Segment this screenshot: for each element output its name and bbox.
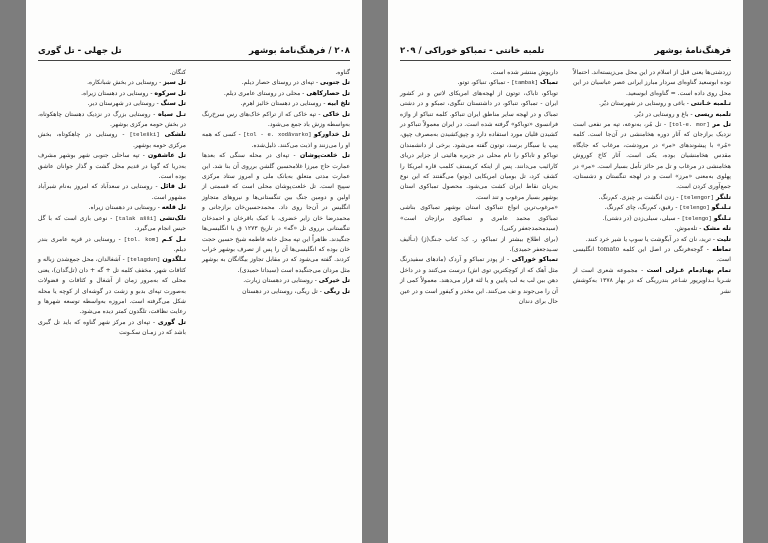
dictionary-entry — [38, 89, 186, 99]
dictionary-entry — [400, 68, 558, 78]
entry-headword: تل قلعه — [161, 204, 186, 212]
entry-headword: تلشکی — [164, 131, 187, 139]
right-page-right-column — [573, 68, 731, 297]
dictionary-entry — [38, 151, 186, 182]
entry-transliteration: [telengor] — [680, 193, 714, 201]
entry-definition: «مرغوب‌ترین انواع تنباکوی استان بوشهر تمباکوی بناشی تمباکوی محمد عامری و تمباکوی برازجان است» (سیدمحمدجعفر رکنی). — [400, 204, 558, 233]
entry-headword: تل جنوبی — [320, 79, 350, 87]
dictionary-entry — [202, 89, 350, 99]
dictionary-entry — [202, 110, 350, 131]
entry-definition: زردشتی‌ها یعنی قبل از اسلام در این محل می‌زیسته‌اند. احتمالاً توده ابوسعید گناوه‌ای سردار مبارز ایرانی عصر عباسیان در این محل روی داده است. = گناوه‌ای ابوسعید. — [573, 69, 731, 97]
entry-transliteration: [tol - e. xodâvarko] — [243, 131, 312, 139]
left-page-left-column — [38, 68, 186, 339]
entry-headword: تـل سیاه — [158, 110, 186, 118]
entry-definition: - روستایی در دهستان خائیز اهرم. — [240, 100, 328, 108]
dictionary-entry — [573, 235, 731, 245]
entry-definition: - روستایی در دهستان زیراه. — [81, 89, 155, 97]
entry-transliteration: [tol-e. mor] — [668, 121, 710, 129]
dictionary-entry — [573, 245, 731, 266]
entry-definition: - روستایی در بخش شبانکاره. — [87, 79, 164, 87]
dictionary-entry — [400, 78, 558, 88]
left-page-number-title: ۲۰۸ / فرهنگ‌نامهٔ بوشهر — [248, 46, 350, 56]
entry-definition: - زدن انگشت بر چیزی. کم‌رنگ. — [598, 193, 681, 201]
entry-headword: تماطه — [712, 245, 731, 253]
entry-definition: - تمباکو، تنباکو، توتو. — [457, 79, 512, 87]
dictionary-entry — [38, 78, 186, 88]
entry-definition: - نوعی بازی است که با گل حیس انجام می‌گیرد. — [38, 214, 186, 233]
dictionary-entry — [38, 255, 186, 317]
entry-definition: - تپه خاکی که از تراکم خاک‌های رس سرخ‌رنگ به‌واسطه وزش باد جمع می‌شود. — [202, 110, 350, 129]
dictionary-entry — [38, 235, 186, 256]
dictionary-entry — [400, 89, 558, 203]
dictionary-entry — [573, 120, 731, 193]
dictionary-entry — [573, 99, 731, 109]
entry-definition: - تل مُر، به‌نوعه، تپه مر نفعی است نزدیک برازجان که آثار دوره هخامنشی در آن‌جا است. کلمه «مُر» با پیشوندهای «مر» در مرودشت، مرغاب که جایگاه مقدس هخامنشیان بوده، یکی است. آثار کاخ کوروش هخامنشی در مرغاب و تل مر حائز تأمل بسیار است. «مر» در پهلوی به‌معنی «مرز» است و در لهجه تنگستان و دشستان، جمع‌آوری کردن است. — [573, 121, 731, 191]
entry-definition: - روستایی در سعدآباد که امروز به‌نام شبرآباد مشهور است. — [38, 183, 186, 201]
entry-headword: تلک‌تشی — [159, 214, 186, 222]
entry-definition: - تپه ساحلی جنوبی شهر بوشهر مشرف به‌دریا که گویا در قدیم محل گشت و گذار جوانان عاشق بوده است. — [38, 152, 186, 181]
dictionary-entry — [38, 203, 186, 213]
entry-definition: - محلی در روستای عامری دیلم. — [223, 89, 307, 97]
dictionary-entry — [573, 203, 731, 213]
dictionary-entry — [400, 203, 558, 234]
entry-headword: تل مر — [712, 121, 731, 129]
entry-headword: تـلگدون — [162, 256, 187, 264]
entry-headword: تل خلعت‌پوشان — [299, 152, 351, 160]
dictionary-entry — [573, 214, 731, 224]
left-page-header — [38, 44, 350, 61]
entry-definition: گناوه. — [335, 69, 350, 76]
entry-headword: تلیت — [716, 235, 731, 243]
dictionary-entry — [400, 235, 558, 256]
entry-definition: (برای اطلاع بیشتر از تمباکو، ر. ک: کتاب جـنگ‌(ژ) (تـألیف سـیدجعفر حمیدی). — [400, 235, 558, 253]
right-page — [388, 0, 743, 543]
entry-headword: تل خداورکو — [313, 131, 350, 139]
entry-headword: تله مشک — [703, 225, 731, 233]
dictionary-entry — [202, 276, 350, 286]
entry-transliteration: [telengo] — [681, 214, 712, 222]
entry-definition: - باغ و روستایی در دیّر. — [633, 110, 695, 118]
dictionary-entry — [38, 182, 186, 203]
right-page-left-column — [400, 68, 558, 307]
dictionary-entry — [573, 68, 731, 99]
right-page-running-head: تلمبه خانتی - تمباکو خوراکی / ۲۰۹ — [400, 46, 545, 56]
entry-definition: - تپه‌ای در مرکز شهر گناوه که باید تل گبری باشد که در زمـان سکـونت — [38, 318, 186, 337]
dictionary-entry — [38, 318, 186, 339]
entry-headword: تل عاشقون — [147, 152, 186, 160]
entry-headword: تل گوری — [157, 318, 186, 326]
entry-headword: تل خیرکی — [318, 277, 350, 285]
left-page-running-head: تل جهلی - تل گوری — [38, 46, 122, 56]
entry-headword: تـلنگو — [713, 214, 731, 222]
entry-definition: - تپه‌ای در روستای حصار دیلم. — [241, 79, 321, 87]
entry-definition: - روستایی در شهرستان دیر. — [87, 100, 161, 108]
entry-definition: - ترید، نان که در آبگوشت یا سوپ یا شیر خرد کنند. — [585, 235, 717, 243]
dictionary-entry — [573, 266, 731, 297]
entry-headword: تل سبز — [163, 79, 186, 87]
entry-definition: - رقیق، کم‌رنگ، چای کم‌رنگ. — [604, 204, 680, 212]
entry-definition: توباکو، تاباک، توتون از لهجه‌های امریکای لاتین و در کشور ایران - تمباکو، تنباکو، در داشتستان تنگوی، تمبکو و در دشتی تمباک و در لهجه سایر مناطق ایران تنباکو. کلمه تنباکو از واژه فرانسوی «توباکو» گرفته شده است. در ایران معمولاً تنباکو در کشیدن قلیان مورد استفاده دارد و چپق‌کشیدن به‌مصرف چپق، پیپ یا سیگار برسد، توتون گفته می‌شود. برخی از دانشمندان توباکو و تاباکو را نام محلی در جزیره هائیتی از جزایر دریای کارائیب می‌دانند. پس از اینکه کریستف کلمب قاره امریکا را کشف کرد، تل بومیان امریکایی (بوتو) می‌گفتند که این نوع به‌زبان نقاط ایران کشت می‌شود. محصول تمباکوی استان بوشهر بسیار مرغوب و تند است. — [400, 89, 558, 201]
entry-definition: - تل ریگی، روستایی در دهستان — [242, 287, 324, 295]
entry-headword: تلمبه ریسی — [694, 110, 731, 118]
entry-transliteration: [talak ašši] — [115, 214, 157, 222]
entry-headword: تل سنگ — [160, 100, 186, 108]
dictionary-entry — [202, 130, 350, 151]
dictionary-entry — [202, 78, 350, 88]
entry-definition: - روستایی در چاهکوتاه، بخش مرکزی حومه بوشهر. — [38, 131, 186, 149]
dictionary-entry — [38, 110, 186, 131]
entry-transliteration: [tol. kom] — [123, 235, 159, 243]
dictionary-entry — [202, 287, 350, 297]
entry-headword: تل قائل — [160, 183, 186, 191]
left-page — [26, 0, 362, 543]
dictionary-entry — [573, 224, 731, 234]
entry-headword: تل ربگی — [323, 287, 350, 295]
entry-transliteration: [telagdun] — [126, 256, 161, 264]
entry-headword: تـلنـگو — [711, 204, 731, 212]
entry-definition: - مجموعه شعری است از شـریا بـداویرپور شـاعر بندرریگی که در بهار ۱۳۷۸ به‌کوشش نشر — [573, 266, 731, 295]
entry-definition: - روستایی در دهستان زیارت. — [243, 277, 319, 285]
dictionary-entry — [202, 99, 350, 109]
entry-definition: - روستایی در دهستان زیراه. — [88, 204, 162, 212]
entry-definition: - تله‌موش. — [674, 225, 704, 233]
right-page-header — [400, 44, 731, 61]
dictionary-entry — [400, 255, 558, 307]
dictionary-entry — [38, 68, 186, 78]
entry-transliteration: [tambak] — [511, 79, 539, 87]
entry-definition: - سیلی، سیلی‌زدن (در دشتی). — [602, 214, 682, 222]
entry-definition: - تپه‌ای در محله سنگی که بعدها عمارت حاج میرزا غلامحسین گلشن برروی آن بنا شد. این عمارت مدتی متعلق به‌بانک ملی و امروز ستاد مرکزی سپیج است. تل خلعت‌پوشان محلی است که قسمتی از اولین و دومین جنگ بین تنگستانی‌ها و نیروهای متجاوز انگلیس در آن‌جا روی داد. محمدحسین‌خان برازجانی و محمدرضا خان زایر خضری، با کمک باقرخان و احمدخان تنگستانی برروی تل «گه» در تاریخ ۱۲۷۳ ق با انگلیسی‌ها جنگیدند. ظاهراً این تپه محل خانه فاطمه شیخ حسین حجت خان بوده که انگلیسی‌ها آن را پس از تصرف بوشهر خراب کردند. گفته می‌شود که در مقابل تجاوز بیگانگان به بوشهر مثل مردان می‌جنگیده است (سیداتا حمیدی). — [202, 152, 350, 274]
entry-headword: تلنگر — [715, 193, 731, 201]
entry-headword: تل سرکوه — [154, 89, 186, 97]
entry-headword: تمباکو خوراکی — [511, 256, 558, 264]
dictionary-entry — [38, 130, 186, 151]
entry-headword: تـل کـم — [161, 235, 186, 243]
left-page-right-column — [202, 68, 350, 297]
dictionary-entry — [38, 214, 186, 235]
entry-definition: - از پودر تمباکو و آردک (مادهای سفیدرنگ مثل آهک که از کوچکترین توی اش) درست می‌کنند و در داخل دهن بین لب به لب پایین و یا لثه قرار می‌دهند. معمولاً کمی از آن را می‌جوند و تف می‌کنند. این مخدر و کیفور است و در عین حال برای دندان — [400, 256, 558, 305]
dictionary-entry — [202, 151, 350, 276]
entry-definition: - باغی و روستایی در شهرستان دیّر. — [598, 100, 691, 108]
dictionary-entry — [573, 110, 731, 120]
entry-definition: - آشغالدان، محل جمع‌شدن زباله و کثافات شهر. مخفف کلمه تل + گه + دان (تل‌گدان)، یعنی محلی که به‌مرور زمان از آشغال و کثافات و فضولات به‌صورت تپه‌ای بدبو و زشت در گوشه‌ای از کوچه یا محله شکل می‌گرفته است. امروزه به‌واسطه توسعه شهرها و رعایت نظافت، تلگدون کمتر دیده می‌شود. — [38, 256, 186, 316]
entry-headword: تلخ ابیه — [327, 100, 350, 108]
entry-headword: تل خاکی — [322, 110, 350, 118]
entry-definition: - کسی که همه او را می‌زنند و اذیت می‌کنند. ذلیل‌شده. — [202, 131, 350, 149]
entry-definition: کنگان. — [169, 69, 186, 76]
entry-headword: تمام بهنادمام غـزلی است — [646, 266, 731, 274]
entry-headword: تل حصارکاهی — [306, 89, 350, 97]
entry-transliteration: [teleški] — [129, 131, 160, 139]
entry-headword: تمباک — [540, 79, 558, 87]
dictionary-entry — [573, 193, 731, 203]
dictionary-entry — [202, 68, 350, 78]
dictionary-entry — [38, 99, 186, 109]
entry-definition: - روستایی بزرگ در نزدیک دهستان چاهکوتاه، در بخش حومه مرکزی بوشهر. — [38, 110, 186, 129]
entry-definition: داریوش منتشر شده است. — [490, 69, 558, 76]
right-page-book-title: فرهنگ‌نامهٔ بوشهر — [654, 46, 731, 56]
entry-definition: - روستایی در قریه عامری بندر دیلم. — [38, 235, 186, 253]
entry-headword: تـلمبه خـانتی — [690, 100, 731, 108]
entry-definition: - گوجه‌فرنگی در اصل این کلمه tomato انگلیسی است. — [573, 245, 731, 264]
entry-transliteration: [telengo] — [679, 204, 710, 212]
